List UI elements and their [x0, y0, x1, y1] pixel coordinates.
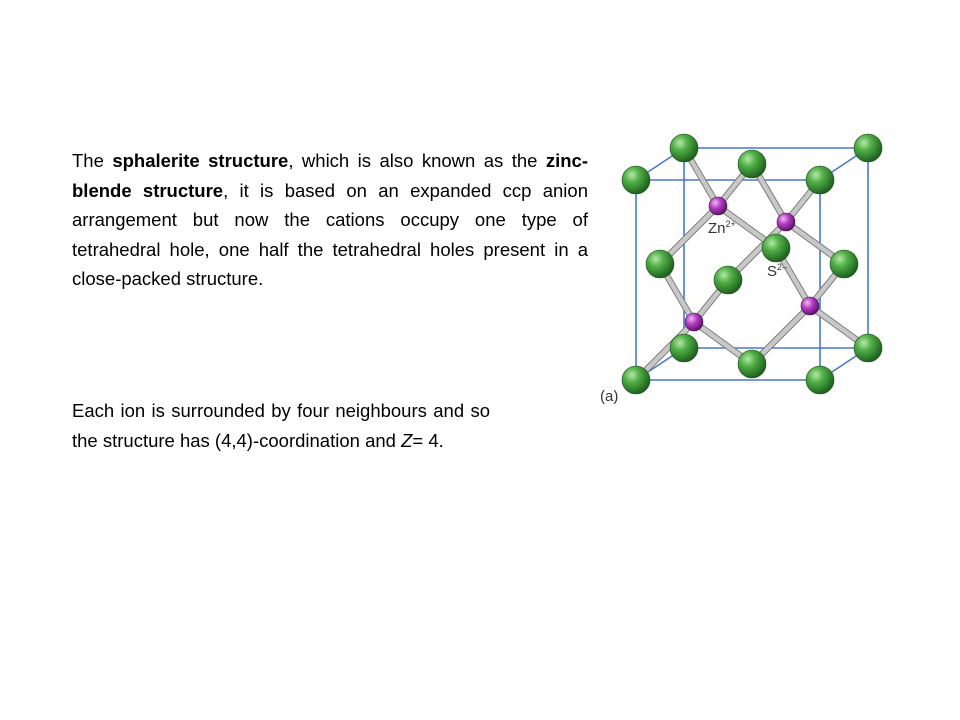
sulfide-anion [714, 266, 742, 294]
sulfide-anion [762, 234, 790, 262]
term-sphalerite: sphalerite structure [112, 150, 289, 171]
text-run: , it is based on an expanded ccp anion arrangement but now the cations occupy one type of tetrahedral hole, one half the tetrahedral holes present in a close-packed structure. [72, 179, 588, 289]
sulfide-anion [738, 150, 766, 178]
sulfide-anion [806, 366, 834, 394]
sulfide-anion [806, 166, 834, 194]
sulfide-anion [670, 334, 698, 362]
sulfide-anion [854, 334, 882, 362]
sulfide-anion [738, 350, 766, 378]
zinc-blende-unit-cell-diagram [592, 122, 892, 422]
sulfide-anion [830, 250, 858, 278]
description-paragraph [72, 146, 588, 294]
anion-label: $S^{2-}$ [767, 262, 788, 280]
text-run: Each ion is surrounded by four neighbours and so the structure has (4,4)-coordination and [72, 400, 490, 451]
sulfide-anion [646, 250, 674, 278]
coordination-paragraph [72, 396, 490, 455]
z-symbol: Z [401, 429, 413, 451]
sulfide-anion [622, 366, 650, 394]
zinc-cation [709, 197, 727, 215]
sulfide-anion [622, 166, 650, 194]
text-run: The [72, 150, 113, 171]
text-run: , which is also known as the [288, 150, 546, 171]
cation-label: $Zn^{2+}$ [708, 219, 736, 237]
zinc-cation [801, 297, 819, 315]
zinc-cation [777, 213, 795, 231]
term-zinc-blende: zinc-blende structure [72, 150, 588, 201]
zinc-cation [685, 313, 703, 331]
text-run: = 4. [412, 429, 444, 451]
panel-label: (a) [600, 388, 619, 405]
sulfide-anion [670, 134, 698, 162]
sulfide-anion [854, 134, 882, 162]
